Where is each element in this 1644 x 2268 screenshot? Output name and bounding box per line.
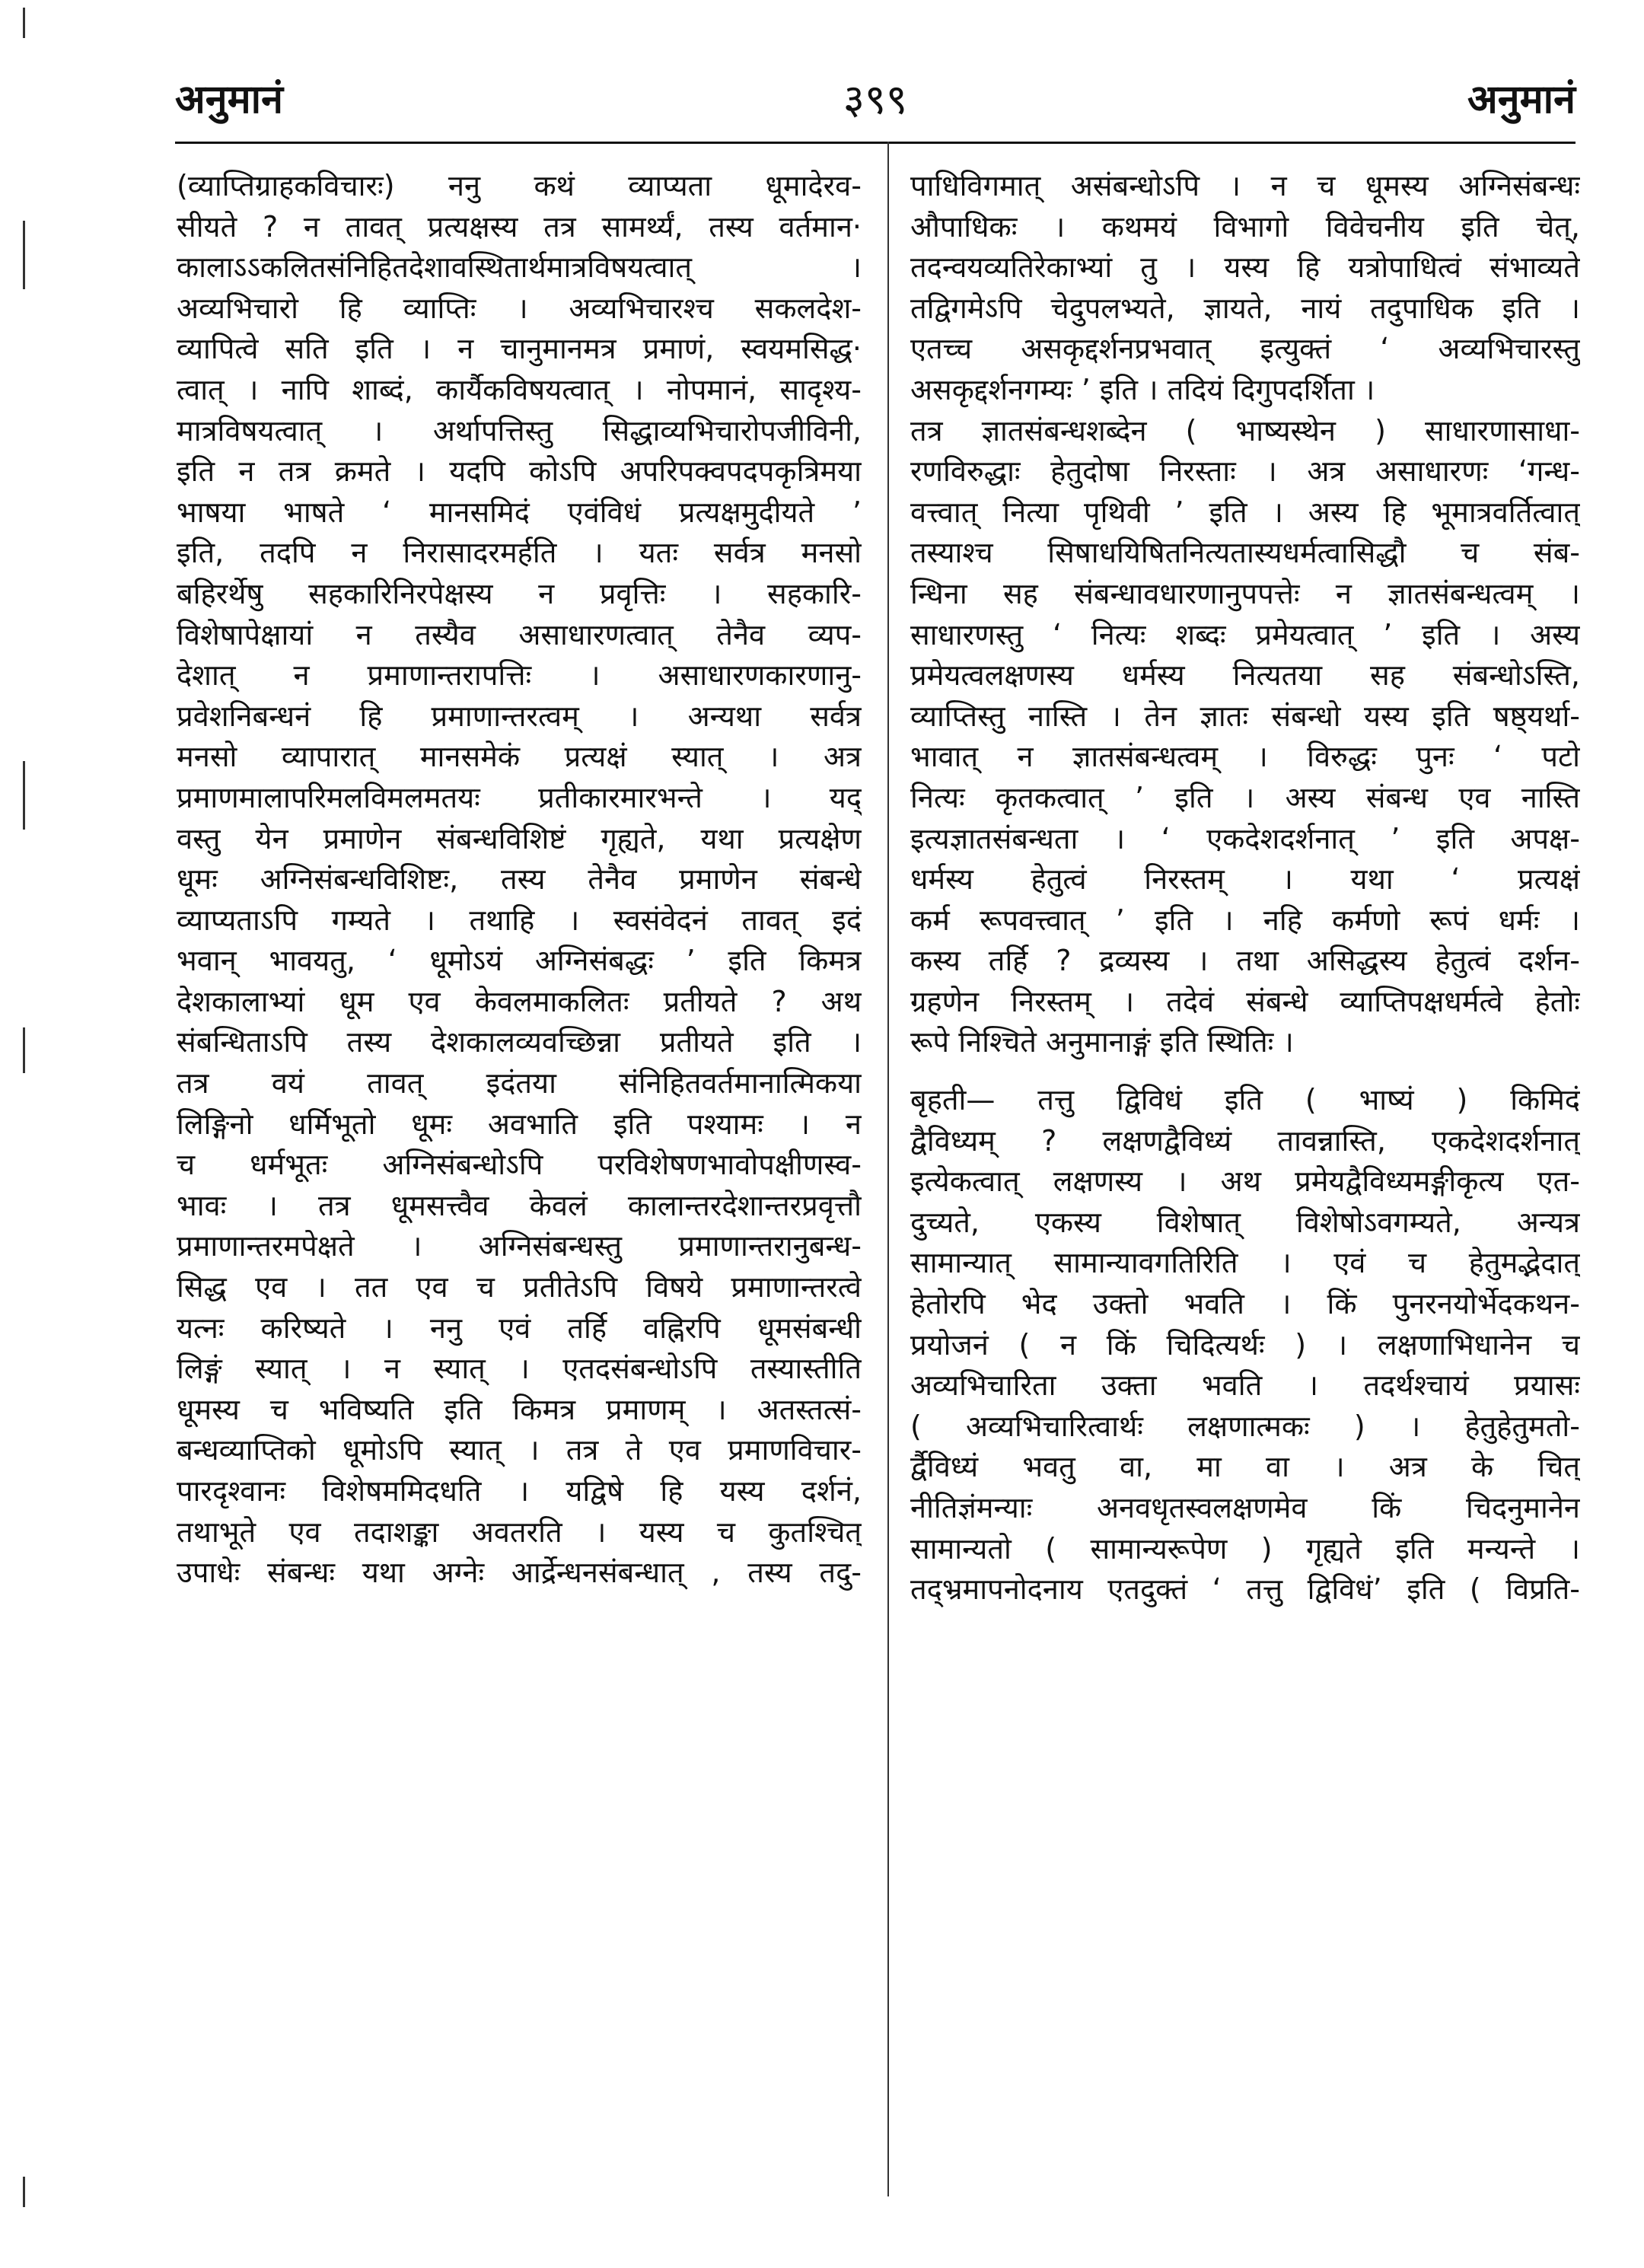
text-line: भावात् न ज्ञातसंबन्धत्वम् । विरुद्धः पुनः ‘ पटो — [910, 740, 1580, 774]
text-line: विशेषापेक्षायां न तस्यैव असाधारणत्वात् तेनैव व्यप- — [177, 617, 862, 651]
text-line: च धर्मभूतः अग्निसंबन्धोऽपि परविशेषणभावोपक्षीणस्व- — [177, 1148, 862, 1182]
page-number: ३९९ — [843, 75, 908, 123]
text-line: सामान्यतो ( सामान्यरूपेण ) गृह्यते इति मन्यन्ते । — [910, 1531, 1580, 1566]
text-line: नीतिज्ञंमन्याः अनवधृतस्वलक्षणमेव किं चिदनुमानेन — [910, 1491, 1580, 1524]
text-line: अव्यभिचारो हि व्याप्तिः । अव्यभिचारश्च सकलदेश- — [177, 291, 862, 325]
text-line: औपाधिकः । कथमयं विभागो विवेचनीय इति चेत्, — [910, 209, 1580, 244]
text-line: वस्तु येन प्रमाणेन संबन्धविशिष्टं गृह्यते, यथा प्रत्यक्षेण — [177, 821, 862, 855]
text-line: प्रयोजनं ( न किं चिदित्यर्थः ) । लक्षणाभिधानेन च — [910, 1327, 1580, 1362]
column-divider — [887, 142, 889, 2196]
text-line: तद्विगमेऽपि चेदुपलभ्यते, ज्ञायते, नायं तदुपाधिक इति । — [910, 291, 1580, 325]
text-line: रणविरुद्धाः हेतुदोषा निरस्ताः । अत्र असाधारणः ‘गन्ध- — [910, 454, 1580, 489]
text-line: भवान् भावयतु, ‘ धूमोऽयं अग्निसंबद्धः ’ इति किमत्र — [177, 944, 862, 978]
text-line: साधारणस्तु ‘ नित्यः शब्दः प्रमेयत्वात् ’ इति । अस्य — [910, 617, 1580, 651]
paragraph-gap — [910, 1063, 1580, 1080]
margin-mark — [23, 8, 25, 38]
text-line: इत्यज्ञातसंबन्धता । ‘ एकदेशदर्शनात् ’ इति अपक्ष- — [910, 821, 1580, 855]
text-line: संबन्धिताऽपि तस्य देशकालव्यवच्छिन्ना प्रतीयते इति । — [177, 1025, 862, 1059]
text-line: बन्धव्याप्तिको धूमोऽपि स्यात् । तत्र ते एव प्रमाणविचार- — [177, 1433, 862, 1467]
text-line: लिङ्गिनो धर्मिभूतो धूमः अवभाति इति पश्यामः । न — [177, 1107, 862, 1141]
text-line: इत्येकत्वात् लक्षणस्य । अथ प्रमेयद्वैविध्यमङ्गीकृत्य एत- — [910, 1164, 1580, 1199]
text-line: वत्त्वात् नित्या पृथिवी ’ इति । अस्य हि भूमात्रवर्तित्वात् — [910, 495, 1580, 529]
text-line: व्याप्यताऽपि गम्यते । तथाहि । स्वसंवेदनं तावत् इदं — [177, 903, 862, 937]
left-column — [177, 166, 862, 1594]
margin-mark — [23, 761, 25, 830]
text-line: तस्याश्च सिषाधयिषितनित्यतास्यधर्मत्वासिद्धौ च संब- — [910, 536, 1580, 570]
text-line: तद्भ्रमापनोदनाय एतदुक्तं ‘ तत्तु द्विविधं’ इति ( विप्रति- — [910, 1572, 1580, 1607]
text-line: व्याप्तिस्तु नास्ति । तेन ज्ञातः संबन्धो यस्य इति षष्ठ्यर्था- — [910, 699, 1580, 733]
text-line: उपाधेः संबन्धः यथा अग्नेः आर्द्रेन्धनसंबन्धात् , तस्य तदु- — [177, 1556, 862, 1590]
text-line: व्यापित्वे सति इति । न चानुमानमत्र प्रमाणं, स्वयमसिद्ध· — [177, 332, 862, 366]
text-line: मनसो व्यापारात् मानसमेकं प्रत्यक्षं स्यात् । अत्र — [177, 740, 862, 774]
text-line: तत्र वयं तावत् इदंतया संनिहितवर्तमानात्मिकया — [177, 1066, 862, 1101]
header-rule — [175, 142, 1576, 144]
text-line: इति न तत्र क्रमते । यदपि कोऽपि अपरिपक्वपदपकृत्रिमया — [177, 454, 862, 489]
text-line: इति, तदपि न निरासादरमर्हति । यतः सर्वत्र मनसो — [177, 536, 862, 570]
text-line: त्वात् । नापि शाब्दं, कार्यैकविषयत्वात् । नोपमानं, सादृश्य- — [177, 372, 862, 406]
text-line: भाषया भाषते ‘ मानसमिदं एवंविधं प्रत्यक्षमुदीयते ’ — [177, 495, 862, 529]
text-line: असकृद्दर्शनगम्यः ’ इति । तदियं दिगुपदर्शिता । — [910, 372, 1375, 406]
text-line: द्वैविध्यम् ? लक्षणद्वैविध्यं तावन्नास्ति, एकदेशदर्शनात् — [910, 1123, 1580, 1158]
text-line: सीयते ? न तावत् प्रत्यक्षस्य तत्र सामर्थ्यं, तस्य वर्तमान· — [177, 209, 862, 244]
text-line: देशकालाभ्यां धूम एव केवलमाकलितः प्रतीयते ? अथ — [177, 984, 862, 1018]
text-line: बहिरर्थेषु सहकारिनिरपेक्षस्य न प्रवृत्तिः । सहकारि- — [177, 576, 862, 610]
text-line: पाधिविगमात् असंबन्धोऽपि । न च धूमस्य अग्निसंबन्धः — [910, 169, 1580, 202]
margin-mark — [23, 2177, 25, 2207]
text-line: एतच्च असकृद्दर्शनप्रभवात् इत्युक्तं ‘ अव्यभिचारस्तु — [910, 332, 1580, 366]
text-line: रूपे निश्चिते अनुमानाङ्गं इति स्थितिः । — [910, 1025, 1294, 1059]
text-line: प्रमाणमालापरिमलविमलमतयः प्रतीकारमारभन्ते । यद् — [177, 780, 862, 814]
text-line: भावः । तत्र धूमसत्त्वैव केवलं कालान्तरदेशान्तरप्रवृत्तौ — [177, 1188, 862, 1222]
text-line: दुच्यते, एकस्य विशेषात् विशेषोऽवगम्यते, अन्यत्र — [910, 1205, 1580, 1239]
text-line: पारदृश्वानः विशेषममिदधति । यद्विषे हि यस्य दर्शनं, — [177, 1474, 862, 1508]
text-line: धूमस्य च भविष्यति इति किमत्र प्रमाणम् । अतस्तत्सं- — [177, 1392, 862, 1426]
text-line: देशात् न प्रमाणान्तरापत्तिः । असाधारणकारणानु- — [177, 658, 862, 693]
margin-mark — [23, 1027, 25, 1073]
right-column — [910, 166, 1580, 1610]
text-line: कस्य तर्हि ? द्रव्यस्य । तथा असिद्धस्य हेतुत्वं दर्शन- — [910, 944, 1580, 978]
text-line: बृहती— तत्तु द्विविधं इति ( भाष्यं ) किमिदं — [910, 1083, 1580, 1117]
text-line: प्रवेशनिबन्धनं हि प्रमाणान्तरत्वम् । अन्यथा सर्वत्र — [177, 699, 862, 733]
text-line: ( अव्यभिचारित्वार्थः लक्षणात्मकः ) । हेतुहेतुमतो- — [910, 1409, 1580, 1443]
margin-mark — [23, 221, 25, 289]
text-line: तत्र ज्ञातसंबन्धशब्देन ( भाष्यस्थेन ) साधारणासाधा- — [910, 413, 1580, 448]
text-line: (व्याप्तिग्राहकविचारः) ननु कथं व्याप्यता धूमादेरव- — [177, 169, 862, 202]
text-line: प्रमेयत्वलक्षणस्य धर्मस्य नित्यतया सह संबन्धोऽस्ति, — [910, 658, 1580, 693]
running-title-right: अनुमानं — [1467, 77, 1576, 123]
running-header — [175, 73, 1576, 126]
text-line: सिद्ध एव । तत एव च प्रतीतेऽपि विषये प्रमाणान्तरत्वे — [177, 1270, 862, 1304]
text-line: कालाऽऽकलितसंनिहितदेशावस्थितार्थमात्रविषयत्वात् । — [177, 250, 862, 285]
text-line: नित्यः कृतकत्वात् ’ इति । अस्य संबन्ध एव नास्ति — [910, 780, 1580, 814]
text-line: धूमः अग्निसंबन्धविशिष्टः, तस्य तेनैव प्रमाणेन संबन्धे — [177, 862, 862, 897]
text-line: अव्यभिचारिता उक्ता भवति । तदर्थश्चायं प्रयासः — [910, 1368, 1580, 1403]
text-line: कर्म रूपवत्त्वात् ’ इति । नहि कर्मणो रूपं धर्मः । — [910, 903, 1580, 937]
running-title-left: अनुमानं — [175, 77, 284, 123]
text-line: लिङ्गं स्यात् । न स्यात् । एतदसंबन्धोऽपि तस्यास्तीति — [177, 1352, 862, 1386]
text-line: तथाभूते एव तदाशङ्का अवतरति । यस्य च कुतश्चित् — [177, 1515, 862, 1549]
text-line: सामान्यात् सामान्यावगतिरिति । एवं च हेतुमद्भेदात् — [910, 1246, 1580, 1280]
text-line: धर्मस्य हेतुत्वं निरस्तम् । यथा ‘ प्रत्यक्षं — [910, 862, 1580, 897]
text-line: न्धिना सह संबन्धावधारणानुपपत्तेः न ज्ञातसंबन्धत्वम् । — [910, 576, 1580, 610]
text-line: र्द्वैविध्यं भवतु वा, मा वा । अत्र के चित् — [910, 1450, 1580, 1484]
text-line: ग्रहणेन निरस्तम् । तदेवं संबन्धे व्याप्तिपक्षधर्मत्वे हेतोः — [910, 984, 1580, 1018]
text-line: हेतोरपि भेद उक्तो भवति । किं पुनरनयोर्भेदकथन- — [910, 1287, 1580, 1321]
text-line: तदन्वयव्यतिरेकाभ्यां तु । यस्य हि यत्रोपाधित्वं संभाव्यते — [910, 250, 1580, 285]
text-line: प्रमाणान्तरमपेक्षते । अग्निसंबन्धस्तु प्रमाणान्तरानुबन्ध- — [177, 1229, 862, 1263]
text-line: यत्नः करिष्यते । ननु एवं तर्हि वह्निरपि धूमसंबन्धी — [177, 1311, 862, 1345]
text-line: मात्रविषयत्वात् । अर्थापत्तिस्तु सिद्धाव्यभिचारोपजीविनी, — [177, 413, 862, 448]
